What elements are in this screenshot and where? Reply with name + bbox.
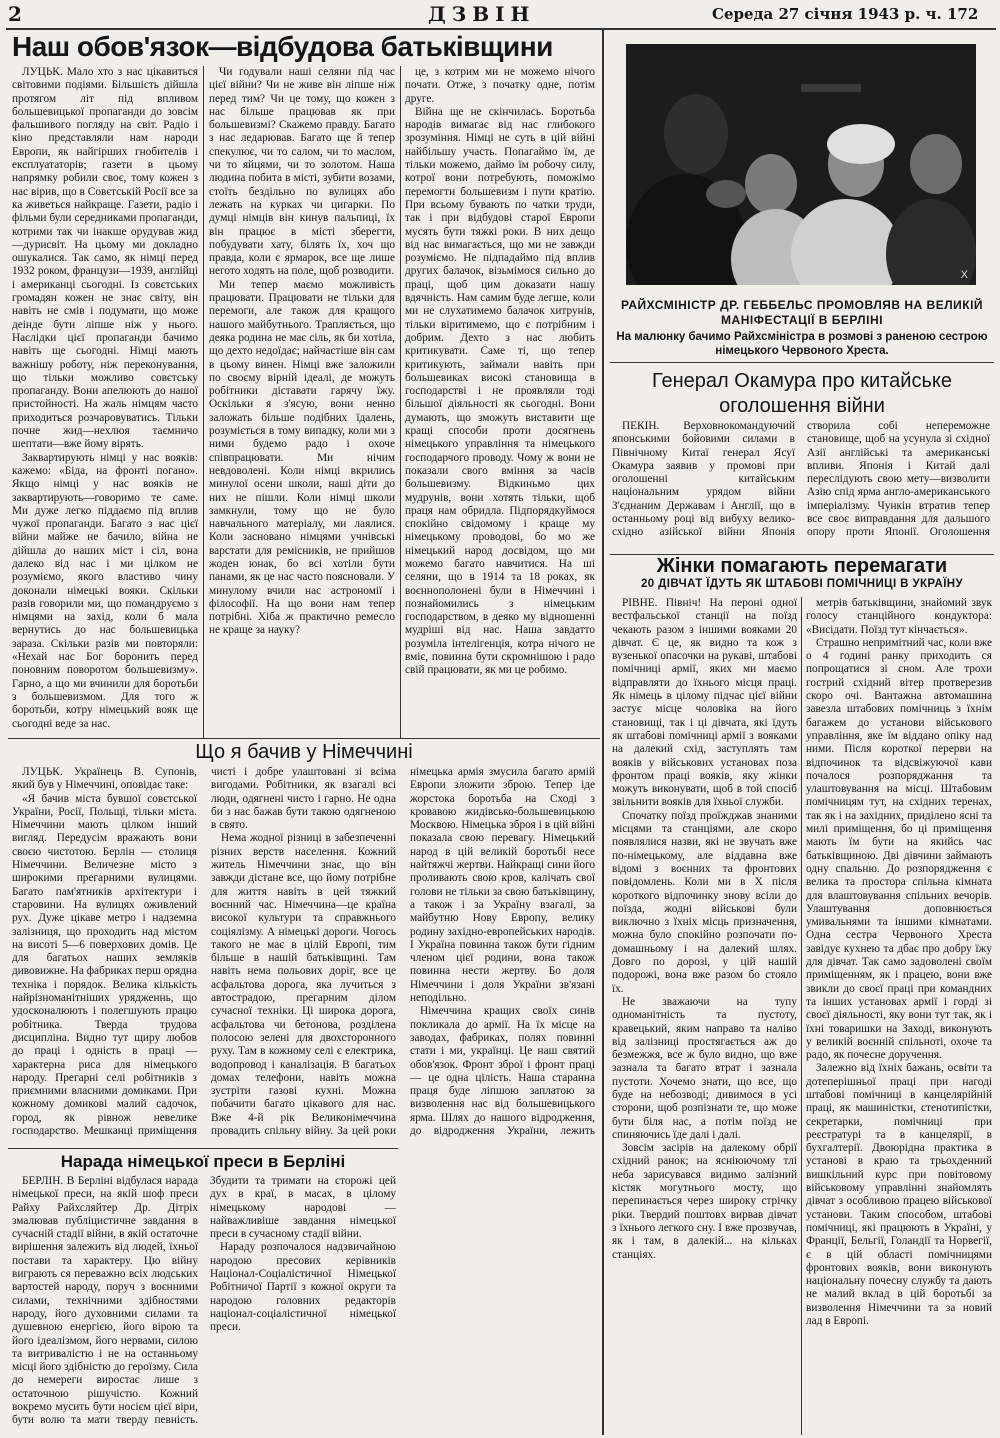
women-paragraph: Спочатку поїзд проїжджав знаними місцями та станціями, але скоро появлялися назви, які не звучать вже по-німецькому, але віддавна вже відомі з воєнних та фронтових повідомлень. Коли ми в Х після короткого відпочинку знову всіли до поїзда, жодні військові були виключно з їхніх місць призначення, можна було спокійно розпочати по-домашньому і на далекий шлях. Довго по дорозі, у цій нашій подорожі, вона вже разом бо стояло їх. bbox=[612, 809, 797, 995]
main-paragraph: Чи годували наші селяни під час цієї війни? Чи не живе він ліпше ніж перед тим? Чи це тому, що кожен з нас більше працював як при большевизмі? Скажемо правду. Багато з нас ледарював. Багато ще й тепер спекулює, чи то салом, чи то маслом, чи то яйцями, чи то золотом. Наша людина побита в місті, зубити возами, стоїть бездільно по вулицях або лежать на курках чи цигарки. По думці німців він кинув пальпиці, їх він працює в місті зберегти, побудувати хату, білять їх, хоч що правда, коли є ярмарок, все ще лише негото ходять на поле, щоб розводити. bbox=[209, 66, 395, 278]
newspaper-title: ДЗВІН bbox=[428, 2, 536, 26]
germany-text bbox=[12, 766, 595, 1146]
press-headline: Нарада німецької преси в Берліні bbox=[60, 1152, 346, 1171]
section-rule bbox=[610, 362, 994, 363]
women-paragraph: Залежно від їхніх бажань, освіти та дотеперішньої праці при нагоді штабові помічниці в канцелярійній праці, як машиністки, стенотипістки, секретарки, помічниці при реєстратурі та в канцелярії, в бухгалтерії. Двоюрідна практика в установі в краю та трьохденний вишкільний курс при повітовому військовому управлінні знайомлять дівчат з особливою працею військової установи. Таким способом, штабові помічниці, які працюють в Україні, у Франції, Бельгії, Голандії та Норвегії, є в цій області помічницями фронтових вояків, вони виконують національну почесну службу та дають не малий вклад в цій боротьбі за визволення Німеччини та за новий лад в Европі. bbox=[806, 1062, 992, 1328]
main-paragraph: Війна ще не скінчилась. Боротьба народів вимагає від нас глибокого зрозуміння. Німці не суть в цій війні найбільшу участь. Попагаймо їм, де тільки можемо, даймо їм робочу силу, котрої вони потребують, поможімо перемогти большевизм і пути кратію. При всьому бувають по чатки труди, так і при відбудові старої Европи мусять бути тяжкі роки. В них дещо від нас вимагається, що ми не завжди розуміємо. Не підпадаймо під вплив других балачок, візьмімося сильно до праці, щоб цим доказати нашу вдячність. Нам самим буде легше, коли ми не слухатимемо балачок хитрунів, тільки віритимемо, що є потрібним і добрим. Дехто з нас любить критикувати. Саме ті, що тепер критикують, займали навіть при большевиках високі становища в господарстві і не проявляли тоді більшої діяльності як сьогодні. Вони думають, що зможуть виставити ще кращі способи проти досягнень німецького управління та німецького господарчого проводу. Чому ж вони не показали свого вміння за часів большевизму. Відкиньмо цих мудрунів, вони хотять тільки, щоб праця нам обридла. Підпорядкуймося спокійно свідомому і краще му німецькому проводові, бо мо же німецький народ досвідом, що ми можемо багато навчитися. На ші селяни, що в 1914 та 18 роках, як воєннополонені були в Німеччині і познайомились з німецьким господарством, в деяко му відношенні мудріші від нас. Наша завдатто розуміла інтелігенція, котра нічого не вміє, повинна бути скромнішою і радо свій працювати, як ми це робимо. bbox=[405, 105, 595, 677]
masthead-rule bbox=[6, 28, 996, 30]
news-photo bbox=[626, 44, 976, 285]
issue-date: Середа 27 січня 1943 р. ч. 172 bbox=[712, 5, 979, 23]
okamura-headline: Генерал Окамура про китайське оголошення війни bbox=[652, 370, 952, 417]
women-subtitle: 20 ДІВЧАТ ЇДУТЬ ЯК ШТАБОВІ ПОМІЧНИЦІ В УКРАЇНУ bbox=[640, 578, 964, 590]
women-paragraph: Зовсім засірів на далекому обрії східний ранок; на ясніюючому тлі неба зарисувався видимо залізний кістяк могутнього мосту, що перепинається через широку стрічку ріки. Твердий поштовх вирвав дівчат з їхнього легкого сну. І вже прозвучав, як і там, в далекій... на кільках станціях. bbox=[612, 1142, 797, 1261]
press-paragraph: Нараду розпочалося надзвичайною народою пресових керівників Націонал-Соціалістичної Німецької Робітничої Партії з кожної округи та народою головних редакторів націонал-соціалістичної німецької преси. bbox=[210, 1241, 396, 1334]
women-col-2 bbox=[806, 597, 992, 1435]
main-paragraph: це, з котрим ми не можемо нічого почати. Отже, з початку одне, потім друге. bbox=[405, 66, 595, 105]
women-paragraph: РІВНЕ. Північ! На пероні одної вестфальської станції на поїзд чекають разом з іншими вояками 20 дівчат. Є це, як видно та кож з вузенької опасочки на рукаві, штабові помічниці армії, яких ми маємо відправляти до їхнього місця праці. Як німець в цілому підчас цієї війни застує місце чоловіка на його становищі, так і ці дівчата, які їдуть як штабові помічниці армії з вояками на далекий схід, заступлять там вояків у військових установах поза фронтом праці вояків, яку жінки можуть виконувати, щоб в той спосіб звільнити вояків для їхньої служби. bbox=[612, 597, 797, 809]
column-rule bbox=[203, 66, 204, 738]
main-paragraph: Ми тепер маємо можливість працювати. Працювати не тільки для перемоги, але також для кращого нашого майбутнього. Трапляється, що деяка родина не має сіль, як би хотіла, що дехто недоїдає; найчастіше він сам в цьому винен. Німці вже заложили по своєму вірній ідеалі, де можуть робітники діставати гарячу їжу. Оскільки я з'ясую, вони ненно заложать більше подібних їдалень, розуміється в тому випадку, коли ми з ними будемо радо і охоче співпрацювати. Ми нічим невдоволені. Коли німці вкрились минулої осени школи, наші діти до них не пішли. Коли німці школи замкнули, тому що не було навчального матеріалу, ми лаялися. Коли засновано німцями учнівські варстати для ремісників, не прийшов жоден юнак, бо всі хотіли бути панами, як це нас часто поясновали. У минулому вчили нас астрономії і філософії. На що вони нам тепер потрібні. Хіба ж практично ремесло не краще за науку? bbox=[209, 278, 395, 637]
page-number: 2 bbox=[8, 2, 22, 26]
photo-mark: X bbox=[960, 269, 968, 281]
women-paragraph: Не зважаючи на тупу одноманітність та пустоту, кравецький, яким направо та наліво від залізниці простягається аж до безмежжя, все ж було видно, що вже зазнала та багато втрат і зазнала пустоти. Хочемо знати, що все, що буде на небозводі; дивимося в усі сторони, щоб розпізнати те, що може бути біля нас, а потім поїзд не спиняючись їде далі і далі. bbox=[612, 995, 797, 1141]
main-article-col-2 bbox=[209, 66, 395, 736]
main-paragraph: ЛУЦЬК. Мало хто з нас цікавиться світовими подіями. Більшість дійшла протягом літ під впливом большевицької пропаганди до зовсім фальшивого погляду на світ. Радіо і кіно представляли нам народи Европи, як найгірших гнобителів і експлуататорів; газети в цьому напрямку робили своє, тому кожен з нас вірив, що в Совєтській Росії все за ка живеться найкраще. Газети, радіо і фільми були середниками пропаганди, котрими так чи інакше орудував жид—дурисвіт. На цьому ми докладно ошукалися. Так само, як німці перед 1932 роком, французи—1939, англійці і американці сьогодні. Із совєтських громадян кожен не знає світу, він навіть не смів і подумати, що може деінде бути ліпше ніж у нього. Наслідки цієї пропаганди бачимо навіть ще сьогодні. Німці мають важнішу роботу, ніж переконування, що тільки можливо совєтську пропаганду. Вони апелюють до нашої пристойності. На жаль німцям часто приходиться розчаровуватись. Тільки почне жид—нехлюя таємничо шептати—вже йому вірять. bbox=[12, 66, 198, 451]
germany-headline: Що я бачив у Німеччині bbox=[195, 741, 413, 763]
okamura-paragraph: ПЕКІН. Верховнокомандуючий японськими бойовими силами в Північному Китаї генерал Ясуї Окамура заявив у промові при оголошенні китайським національним урядом війни З'єднаним Державам і Англії, що в останньому році від вибуху велико-східно азійської війни Японія створила собі непереможне становище, щоб на усунула зі східної Азії англійські та американські впливи. Японія і Китай далі переслідують свою мету—визволити Азію спід ярма англо-американського імперіалізму. Чункін втратив тепер все своє виправдання для дальшого опору проти Японії. Оголошення bbox=[612, 420, 990, 539]
women-headline: Жінки помагають перемагати bbox=[656, 555, 948, 577]
okamura-text bbox=[612, 420, 990, 552]
germany-paragraph: Німеччина кращих своїх синів покликала до армії. На їх місце на заводах, фабриках, полях повинні стати і ми, українці. Це наш святий обов'язок. Фронт зброї і фронт праці — це одна цілість. Наша старанна праця буде ліпшою заплатою за визволення нас від большевицького ярма. Шлях до нашого відродження, до відродження України, лежить bbox=[410, 1005, 595, 1138]
photo-image bbox=[626, 44, 976, 285]
vertical-divider bbox=[602, 30, 604, 1435]
column-rule bbox=[801, 597, 802, 1435]
press-text bbox=[12, 1175, 396, 1433]
photo-caption-sub: На малюнку бачимо Райхсміністра в розмові з раненою сестрою німецького Червоного Хреста. bbox=[616, 331, 988, 357]
press-paragraph: БЕРЛІН. В Берліні відбулася нарада німецької преси, на якій шоф преси Райху Райхсляйтер Др. Дітріх змалював публіцистичне завдання в сучасній стадії війни, в якій остаточне вирішення залежить від людей, їхньої постави та характеру. Цю війну виграють ся переважно всіх людських вартостей народу, поруч з воєнними силами, технічними здібностями народу, його духовними силами та душевною енергією, його вірою та його ідеалізмом, його нервами, силою та витривалістю і не на останньому місці його здібністю до героїзму. Сила до немереги виростає лише з остаточною рішучістю. Кожний вокремо мусить бути носієм цієї віри, бути волю та мати тверду певність. Збудити та тримати на сторожі цей дух в краї, в масах, в цілому німецькому народові — найважливіше завдання німецької преси в сучасному стадії війни. bbox=[12, 1175, 396, 1427]
main-headline: Наш обов'язок—відбудова батьківщини bbox=[12, 31, 553, 62]
main-paragraph: Заквартирують німці у нас вояків: кажемо: «Біда, на фронті погано». Якщо німці у нас вояків не заквартирують—говоримо те саме. Ми дуже легко піддаємо під вплив чужої пропаганди. Багато з нас цієї війни майже не бачило, війна не дійшла до наших міст і сіл, вона далеко від нас і ми цілком не розуміємо, якого властиво чину доконали німецькі вояки. Скільки разів говорили ми, що помандруємо з німцями на захід, коли б мала вернутись до нас большевицька зараза. Скільки разів ми повторяли: «Нехай нас Бог боронить перед поновним поворотом большевизму». Гарно, а що ми вчинили для боротьби з большевизмом. Для того ж боротьби, котру німецький вояк ще сьогодні веде за нас. bbox=[12, 451, 198, 730]
germany-paragraph: «Я бачив міста бувшої совєтської України, Росії, Польщі, тільки міста. Німеччини мають цілком інший вигляд. Передусім вражають вони своєю чистотою. Берлін — столиця Німеччини. Величезне місто з широкими прегарними вулицями. Багато пам'ятників архітектури і старовини. На вулицях оживлений рух. Дуже цікаве метро і надземна залізниця, що проходить над містом на висоті 5—6 поверхових домів. Це для багатьох наших земляків дивовижне. На фабриках перш орядна техніка і порядок. Велика кількість найрізноманітніших урядженнь, що удосконалюють і полегшують працю робітника. Тверда трудова дисципліна. Видно тут щиру любов до праці і одність в праці — характерна риса для німецького народу. Прегарні селі робітників з приємними власними домиками. При кожному домикові малий садочок, город, як рівнож невелике господарство. Мешканці приміщення чисті і добре улаштовані зі всіма вигодами. Робітники, як взагалі всі люди, одягнені чисто і гарно. Не одна би з нас бажав бути такою одягненою в свято. bbox=[12, 766, 396, 1138]
germany-paragraph: Нема жодної різниці в забезпеченні різних верств населення. Кожний житель Німеччини знає, що він завжди дістане все, що йому потрібне для життя навіть в цей тяжкий воєнний час. Німеччина—це країна високої культури та справжнього соціялізму. А німецькі дороги. Чогось такого не має в цілій Европі, тим більше в нашій батьківщині. Там навіть нема польових доріг, все це асфальтова дорога, яка лучиться з автострадою, прегарним ділом сучасної техніки. Ці широка дорога, асфальтова чи бетонова, розділена полосою зелені для двохсторонного руху. Там в кожному селі є електрика, водопровод і каналізація. В багатьох домах телефони, навіть можна зустріти газові кухні. Можна побачити багато цікавого для нас. Вже 4-й рік Великонімеччина провадить спільну війну. За цей роки німецька армія змусила багато армій Европи зложити зброю. Тепер іде жорстока боротьба на Сході з кровавою жидівсько-большевицькою Москвою. Німецька зброя і в цій війні показала свою перевагу. Німецький народ в цій великій боротьбі несе найтяжчі жертви. Найкращі сини його проливають свою кров, калічать свої голови не тільки за свою батьківщину, а також і за Україну взагалі, за майбутню Нову Европу, велику родину західно-европейських народів. І Україна повинна також бути гідним членом цієї родини, вона також повинна нести жертву. Бо доля Німеччини і доля України зв'язані неподільно. bbox=[211, 766, 595, 1138]
column-rule bbox=[400, 66, 401, 738]
section-rule bbox=[8, 1148, 398, 1149]
photo-caption-title: РАЙХСМІНІСТР ДР. ГЕББЕЛЬС ПРОМОВЛЯВ НА ВЕЛИКІЙ МАНІФЕСТАЦІЇ В БЕРЛІНІ bbox=[620, 298, 984, 327]
germany-paragraph: ЛУЦЬК. Українець В. Супонів, який був у Німеччині, оповідає таке: bbox=[12, 766, 197, 792]
women-col-1 bbox=[612, 597, 797, 1435]
main-article-col-1 bbox=[12, 66, 198, 736]
main-article-col-3 bbox=[405, 66, 595, 736]
section-rule bbox=[8, 738, 600, 739]
women-paragraph: метрів батьківщини, знайомий звук голосу станційного кондуктора: «Висідати. Поїзд тут кінчається». bbox=[806, 597, 992, 636]
women-paragraph: Страшно непримітний час, коли вже о 4 годині ранку приходить ся попрощатися зі сном. Але трохи гострий східний вітер протверезив скоро очі. Вантажна автомашина завезла штабових помічниць з їхнім багажем до установи військового управління, яке їм віддано опіку над ними. Після короткої перерви на відпочинок та відсвіжуючої кави почалося розпоряджання та улаштовування на місці. Штабовим помічницям тут, на східних теренах, так як і на західних, приділено ясні та милі приміщення, бо ці приміщення мають їм бути на якийсь час батьківщиною. Дві дівчини займають одну спальню. До розпорядження є велика та простора спільна кімната для влаштовування спільних вечорів. Улаштування доповнюється умивальнями та іншими кімнатами. Одна сестра Червоного Хреста завідує кухнею та дбає про добру їжу для дівчат. Так само задоволені своїм приміщенням, як і працею, вони вже звикли до своєї праці при командних та інших установах армії і горді зі своєї діяльності, яку вони тут так, як і їхні товаришки на Заході, виконують у великій воєнній спільноті, охоче та радо, як почесне доручення. bbox=[806, 636, 992, 1062]
